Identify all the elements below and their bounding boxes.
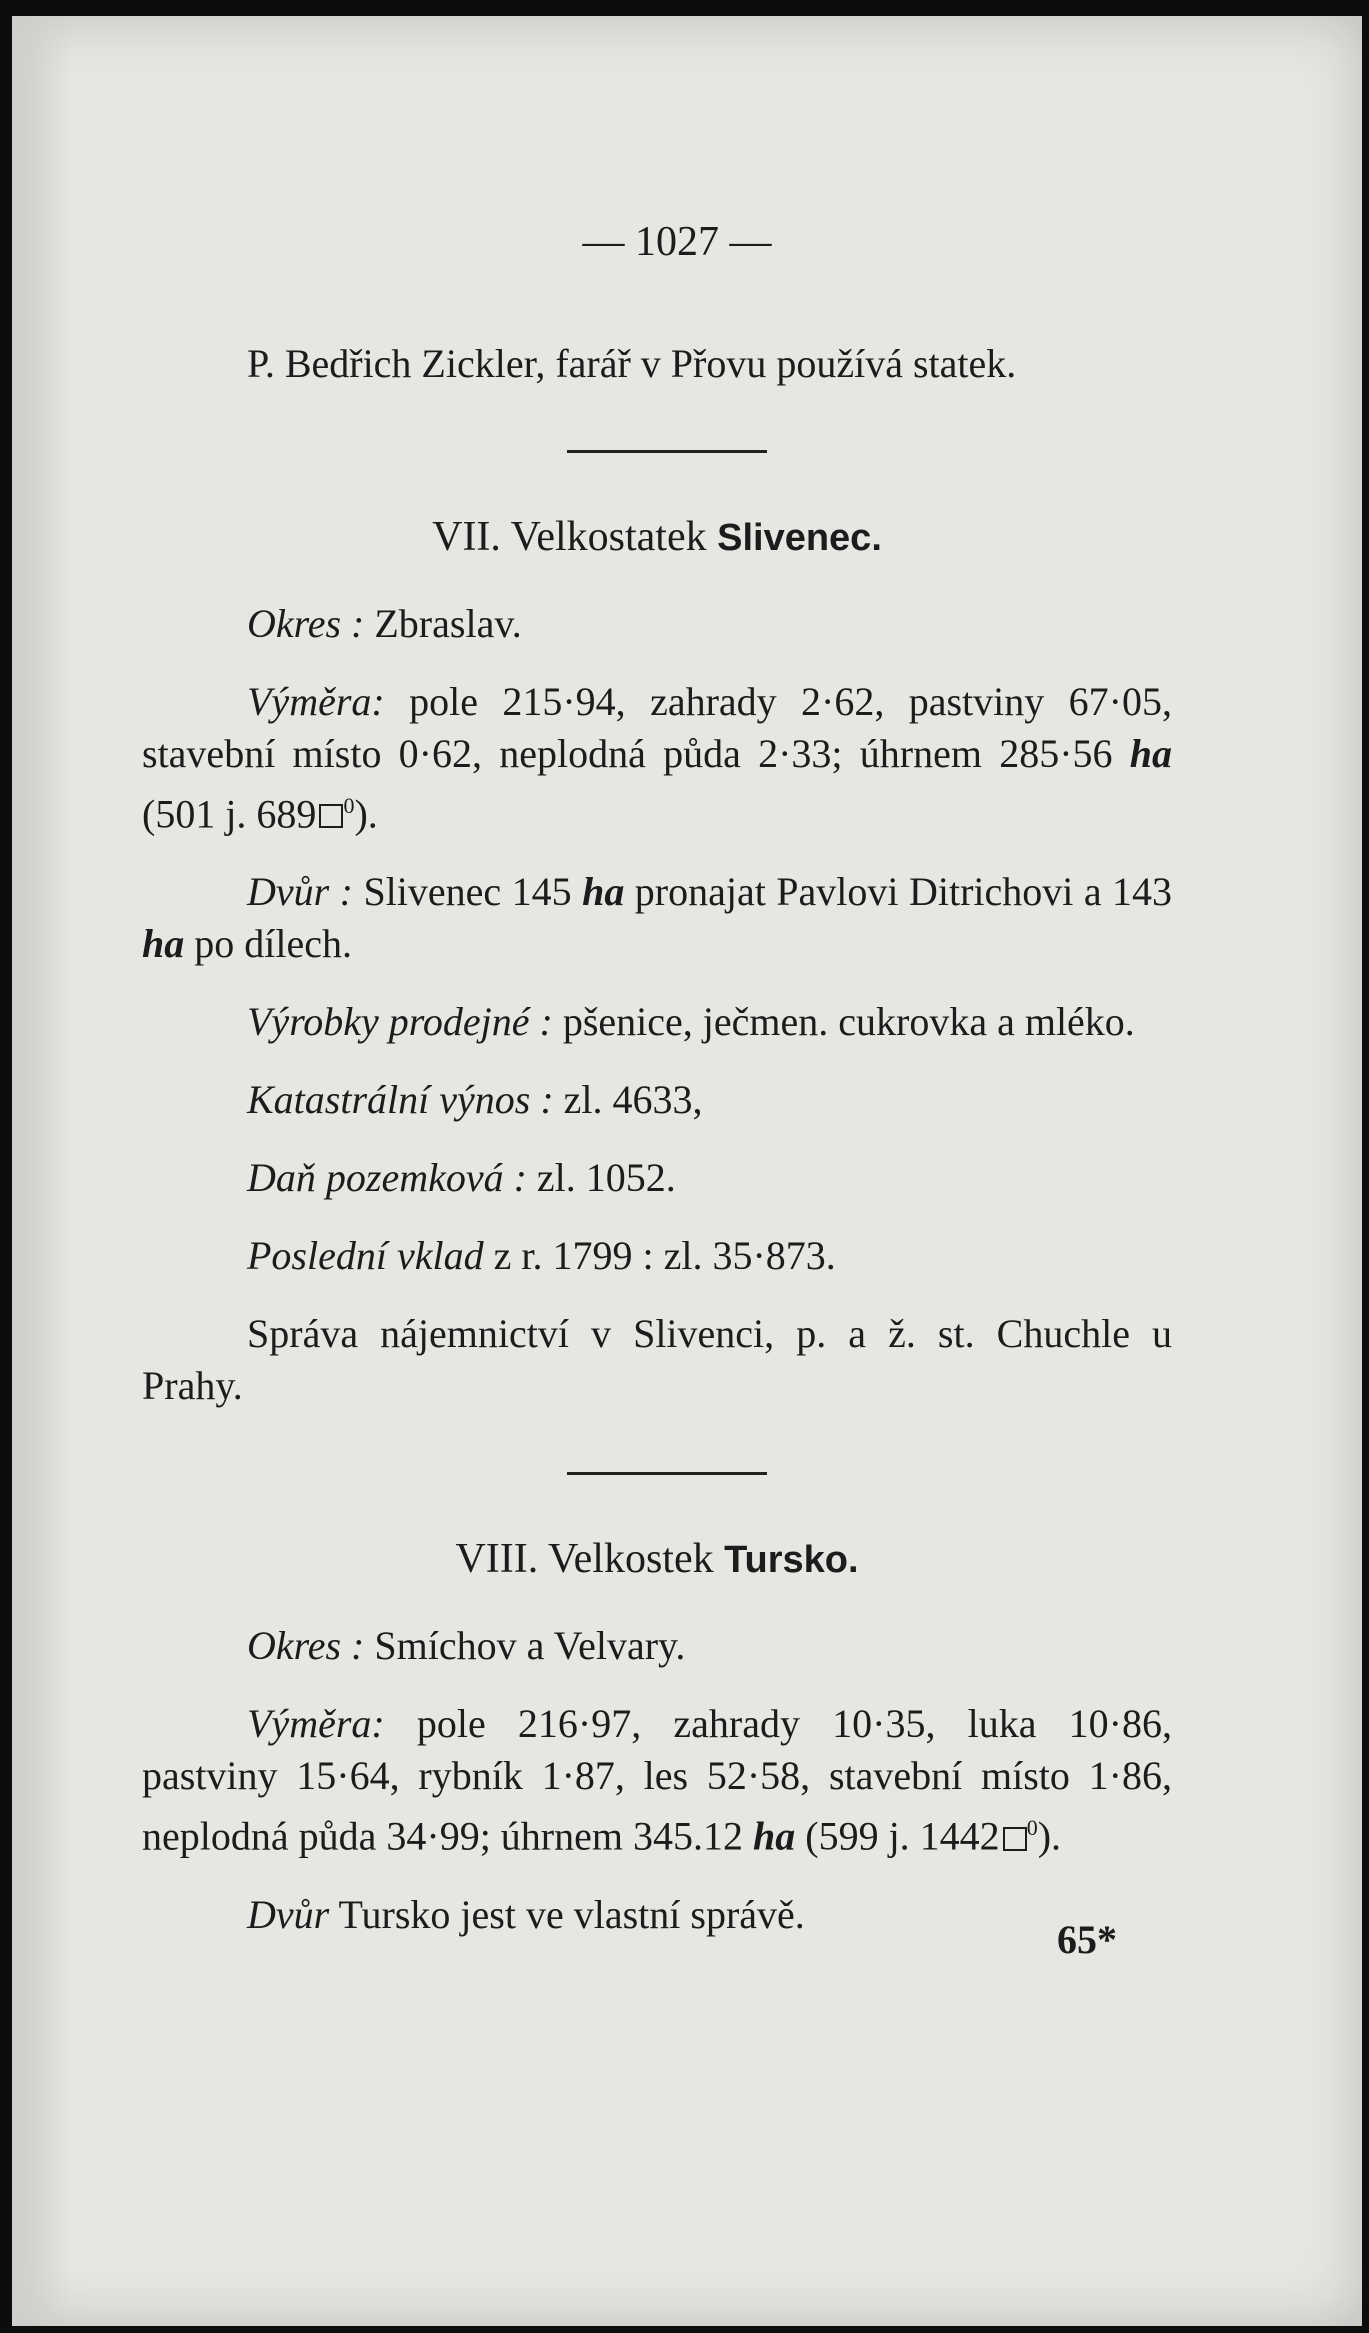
dvur-paragraph — [142, 866, 1172, 970]
katastr-value: zl. 4633, — [563, 1077, 703, 1123]
dan-line — [142, 1152, 1172, 1204]
vymera-text-2: (599 j. 1442 — [805, 1813, 1000, 1859]
dvur-label: Dvůr — [247, 1891, 330, 1937]
katastr-line — [142, 1074, 1172, 1126]
heading-name: Tursko. — [724, 1539, 859, 1582]
vyrobky-label: Výrobky prodejné : — [247, 999, 553, 1045]
intro-paragraph: P. Bedřich Zickler, farář v Přovu používá statek. — [247, 341, 1017, 386]
square-symbol-icon — [1003, 1827, 1027, 1851]
heading-prefix: VII. Velkostatek — [432, 514, 707, 560]
vymera-text-2: (501 j. 689 — [142, 791, 317, 837]
okres-value: Zbraslav. — [374, 601, 522, 646]
section-heading-tursko — [142, 1533, 1172, 1586]
vymera-label: Výměra: — [247, 1701, 385, 1747]
vyrobky-paragraph — [142, 996, 1172, 1048]
heading-name: Slivenec. — [717, 517, 882, 559]
square-symbol-icon — [319, 804, 343, 828]
dvur-label: Dvůr : — [247, 869, 353, 915]
okres-line — [142, 1620, 1172, 1672]
dvur-text: Slivenec 145 — [363, 869, 572, 915]
vklad-value: z r. 1799 : zl. 35·873. — [493, 1233, 836, 1279]
vymera-text: pole 215·94, zahrady 2·62, pastviny 67·05, stavební místo 0·62, neplodná půda 2·33; úhrnem 285·56 — [142, 679, 1172, 776]
dvur-text-3: po dílech. — [194, 921, 352, 967]
dvur-text-2: pronajat Pavlovi Ditrichovi a 143 — [634, 869, 1173, 915]
vymera-label: Výměra: — [247, 679, 385, 724]
square-superscript: 0 — [1026, 1815, 1038, 1841]
square-superscript: 0 — [343, 793, 355, 818]
page-number: — 1027 — — [582, 219, 772, 265]
vymera-paragraph — [142, 676, 1172, 840]
vymera-text-3: ). — [1037, 1813, 1062, 1859]
vklad-label: Poslední vklad — [247, 1233, 484, 1279]
dan-label: Daň pozemková : — [247, 1155, 527, 1201]
section-heading-slivenec — [142, 511, 1172, 564]
hectare-unit: ha — [1129, 731, 1173, 776]
okres-value: Smíchov a Velvary. — [374, 1623, 686, 1669]
heading-prefix: VIII. Velkostek — [455, 1536, 714, 1583]
page-content — [142, 216, 1172, 1941]
vymera-text: pole 216·97, zahrady 10·35, luka 10·86, pastviny 15·64, rybník 1·87, les 52·58, stavební místo 1·86, neplodná půda 34·99; úhrnem 345.12 — [142, 1701, 1173, 1859]
katastr-label: Katastrální výnos : — [247, 1077, 554, 1123]
vyrobky-value: pšenice, ječmen. cukrovka a mléko. — [562, 999, 1135, 1045]
vymera-paragraph — [142, 1698, 1172, 1862]
sprava-paragraph: Správa nájemnictví v Slivenci, p. a ž. st. Chuchle u Prahy. — [142, 1311, 1172, 1409]
okres-label: Okres : — [247, 1623, 365, 1669]
dvur-value: Tursko jest ve vlastní správě. — [338, 1891, 805, 1937]
hectare-unit: ha — [142, 921, 185, 967]
vklad-line — [142, 1230, 1172, 1282]
dvur-paragraph — [142, 1889, 1172, 1941]
section-divider — [567, 1472, 767, 1475]
hectare-unit: ha — [753, 1813, 796, 1859]
okres-line — [142, 598, 1172, 650]
page-gutter-shadow — [12, 16, 72, 2326]
vymera-text-3: ). — [354, 791, 378, 837]
okres-label: Okres : — [247, 601, 365, 646]
dan-value: zl. 1052. — [536, 1155, 676, 1201]
book-page — [12, 16, 1362, 2326]
hectare-unit: ha — [582, 869, 625, 915]
signature-mark: 65* — [1057, 1917, 1117, 1962]
section-divider — [567, 450, 767, 453]
